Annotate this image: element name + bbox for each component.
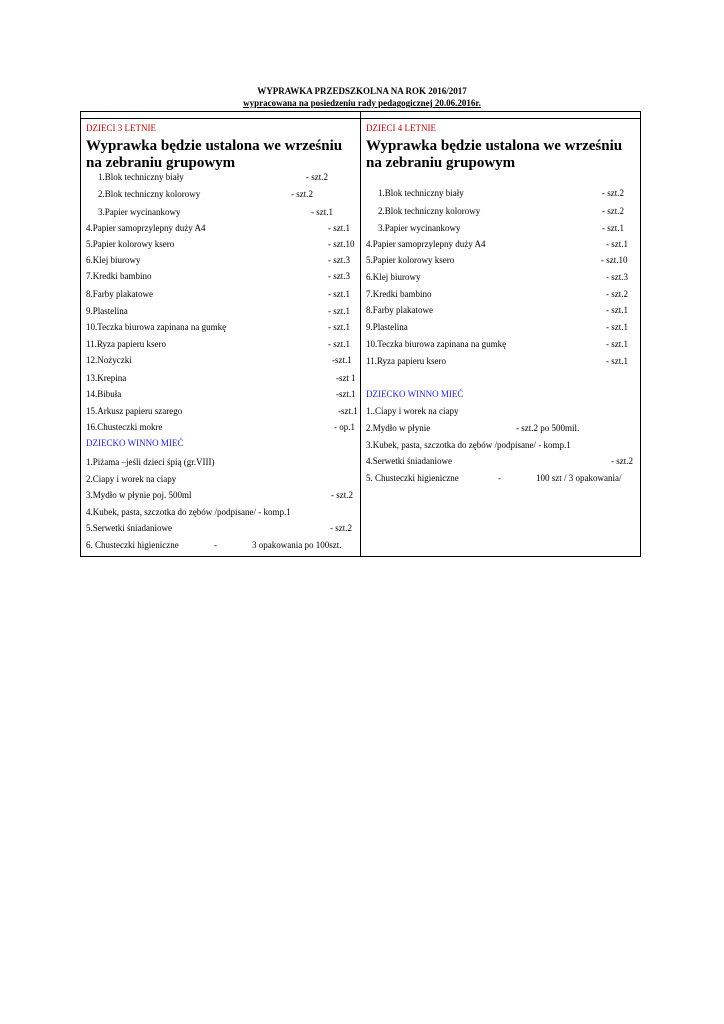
item-name: 1.Blok techniczny biały (378, 188, 464, 198)
section-title-4-year-olds: DZIECI 4 LETNIE (366, 123, 436, 133)
item-name: 14.Bibuła (86, 389, 122, 399)
item-quantity: - szt.1 (606, 322, 628, 332)
item-quantity: - szt.2 (306, 172, 328, 182)
item-name: 7.Kredki bambino (366, 289, 432, 299)
item-quantity: - szt.3 (328, 255, 350, 265)
section-title-3-year-olds: DZIECI 3 LETNIE (86, 123, 156, 133)
item-quantity: - szt.2 po 500mil. (516, 423, 580, 433)
item-quantity: - szt.1 (311, 207, 333, 217)
heading-3-year-olds: Wyprawka będzie ustalona we wrześniu na zebraniu grupowym (86, 138, 343, 171)
item-quantity: - szt.1 (606, 339, 628, 349)
item-name: 15.Arkusz papieru szarego (86, 406, 183, 416)
item-quantity: - szt.10 (328, 239, 355, 249)
document-subtitle: wypracowana na posiedzeniu rady pedagogicznej 20.06.2016r. (243, 98, 481, 108)
item-name: 7.Kredki bambino (86, 271, 152, 281)
item-quantity: - szt.1 (328, 306, 350, 316)
child-title-3-year-olds: DZIECKO WINNO MIEĆ (86, 438, 184, 448)
item-quantity: - szt.2 (606, 289, 628, 299)
item-name: 1..Ciapy i worek na ciapy (366, 406, 459, 416)
item-quantity: - szt.2 (602, 188, 624, 198)
item-name: 4.Serwetki śniadaniowe (366, 456, 452, 466)
item-name: 8.Farby plakatowe (86, 289, 153, 299)
heading-4-year-olds: Wyprawka będzie ustalona we wrześniu na zebraniu grupowym (366, 138, 623, 171)
item-name: 5. Chusteczki higieniczne (366, 473, 459, 483)
item-name: 11.Ryza papieru ksero (366, 356, 447, 366)
column-divider (360, 112, 361, 556)
item-quantity: - szt.1 (606, 305, 628, 315)
item-name: 2.Ciapy i worek na ciapy (86, 474, 177, 484)
item-quantity: - szt.1 (328, 339, 350, 349)
item-quantity: - szt.2 (331, 490, 353, 500)
child-title-4-year-olds: DZIECKO WINNO MIEĆ (366, 389, 464, 399)
item-quantity: -szt.1 (336, 389, 356, 399)
item-quantity: - op.1 (334, 422, 355, 432)
item-name: 6.Klej biurowy (86, 255, 141, 265)
item-name: 3.Mydło w płynie poj. 500ml (86, 490, 192, 500)
item-quantity: - szt.2 (611, 456, 633, 466)
item-quantity: - szt.3 (606, 272, 628, 282)
item-quantity: -szt.1 (338, 406, 358, 416)
item-dash: - (214, 540, 217, 550)
item-name: 10.Teczka biurowa zapinana na gumkę (86, 322, 227, 332)
item-name: 3.Papier wycinankowy (98, 207, 181, 217)
item-name: 2.Mydło w płynie (366, 423, 431, 433)
item-quantity: 3 opakowania po 100szt. (252, 540, 342, 550)
item-quantity: -szt.1 (332, 355, 352, 365)
item-dash: - (498, 473, 501, 483)
item-name: 4.Papier samoprzylepny duży A4 (86, 223, 206, 233)
document-title: WYPRAWKA PRZEDSZKOLNA NA ROK 2016/2017 (257, 86, 467, 96)
supply-table (80, 111, 641, 557)
item-quantity: - szt.1 (606, 239, 628, 249)
item-name: 1.Blok techniczny biały (98, 172, 184, 182)
item-quantity: - szt.1 (328, 223, 350, 233)
item-name: 12.Nożyczki (86, 355, 132, 365)
item-quantity: - szt.1 (602, 223, 624, 233)
item-name: 9.Plastelina (86, 306, 128, 316)
item-quantity: - szt.2 (291, 189, 313, 199)
item-quantity: - szt.2 (330, 523, 352, 533)
item-quantity: - szt.1 (606, 356, 628, 366)
item-name: 10.Teczka biurowa zapinana na gumkę (366, 339, 507, 349)
item-name: 1.Piżama –jeśli dzieci śpią (gr.VIII) (86, 457, 215, 467)
item-name: 2.Blok techniczny kolorowy (378, 206, 481, 216)
item-name: 6.Klej biurowy (366, 272, 421, 282)
item-quantity: 100 szt / 3 opakowania/ (536, 473, 622, 483)
item-name: 8.Farby plakatowe (366, 305, 433, 315)
item-name: 4.Papier samoprzylepny duży A4 (366, 239, 486, 249)
item-name: 11.Ryza papieru ksero (86, 339, 167, 349)
item-name: 3.Papier wycinankowy (378, 223, 461, 233)
item-quantity: - szt.1 (328, 322, 350, 332)
item-name: 2.Blok techniczny kolorowy (98, 189, 201, 199)
item-quantity: - szt.2 (602, 206, 624, 216)
item-name: 5.Serwetki śniadaniowe (86, 523, 172, 533)
item-name: 13.Krepina (86, 373, 127, 383)
item-quantity: - szt.3 (328, 271, 350, 281)
item-quantity: -szt 1 (336, 373, 356, 383)
item-name: 3.Kubek, pasta, szczotka do zębów /podpisane/ - komp.1 (366, 440, 571, 450)
item-name: 9.Plastelina (366, 322, 408, 332)
item-quantity: - szt.1 (328, 289, 350, 299)
item-name: 16.Chusteczki mokre (86, 422, 163, 432)
item-name: 6. Chusteczki higieniczne (86, 540, 179, 550)
item-name: 4.Kubek, pasta, szczotka do zębów /podpisane/ - komp.1 (86, 507, 291, 517)
item-name: 5.Papier kolorowy ksero (366, 255, 455, 265)
item-name: 5.Papier kolorowy ksero (86, 239, 175, 249)
item-quantity: - szt.10 (601, 255, 628, 265)
